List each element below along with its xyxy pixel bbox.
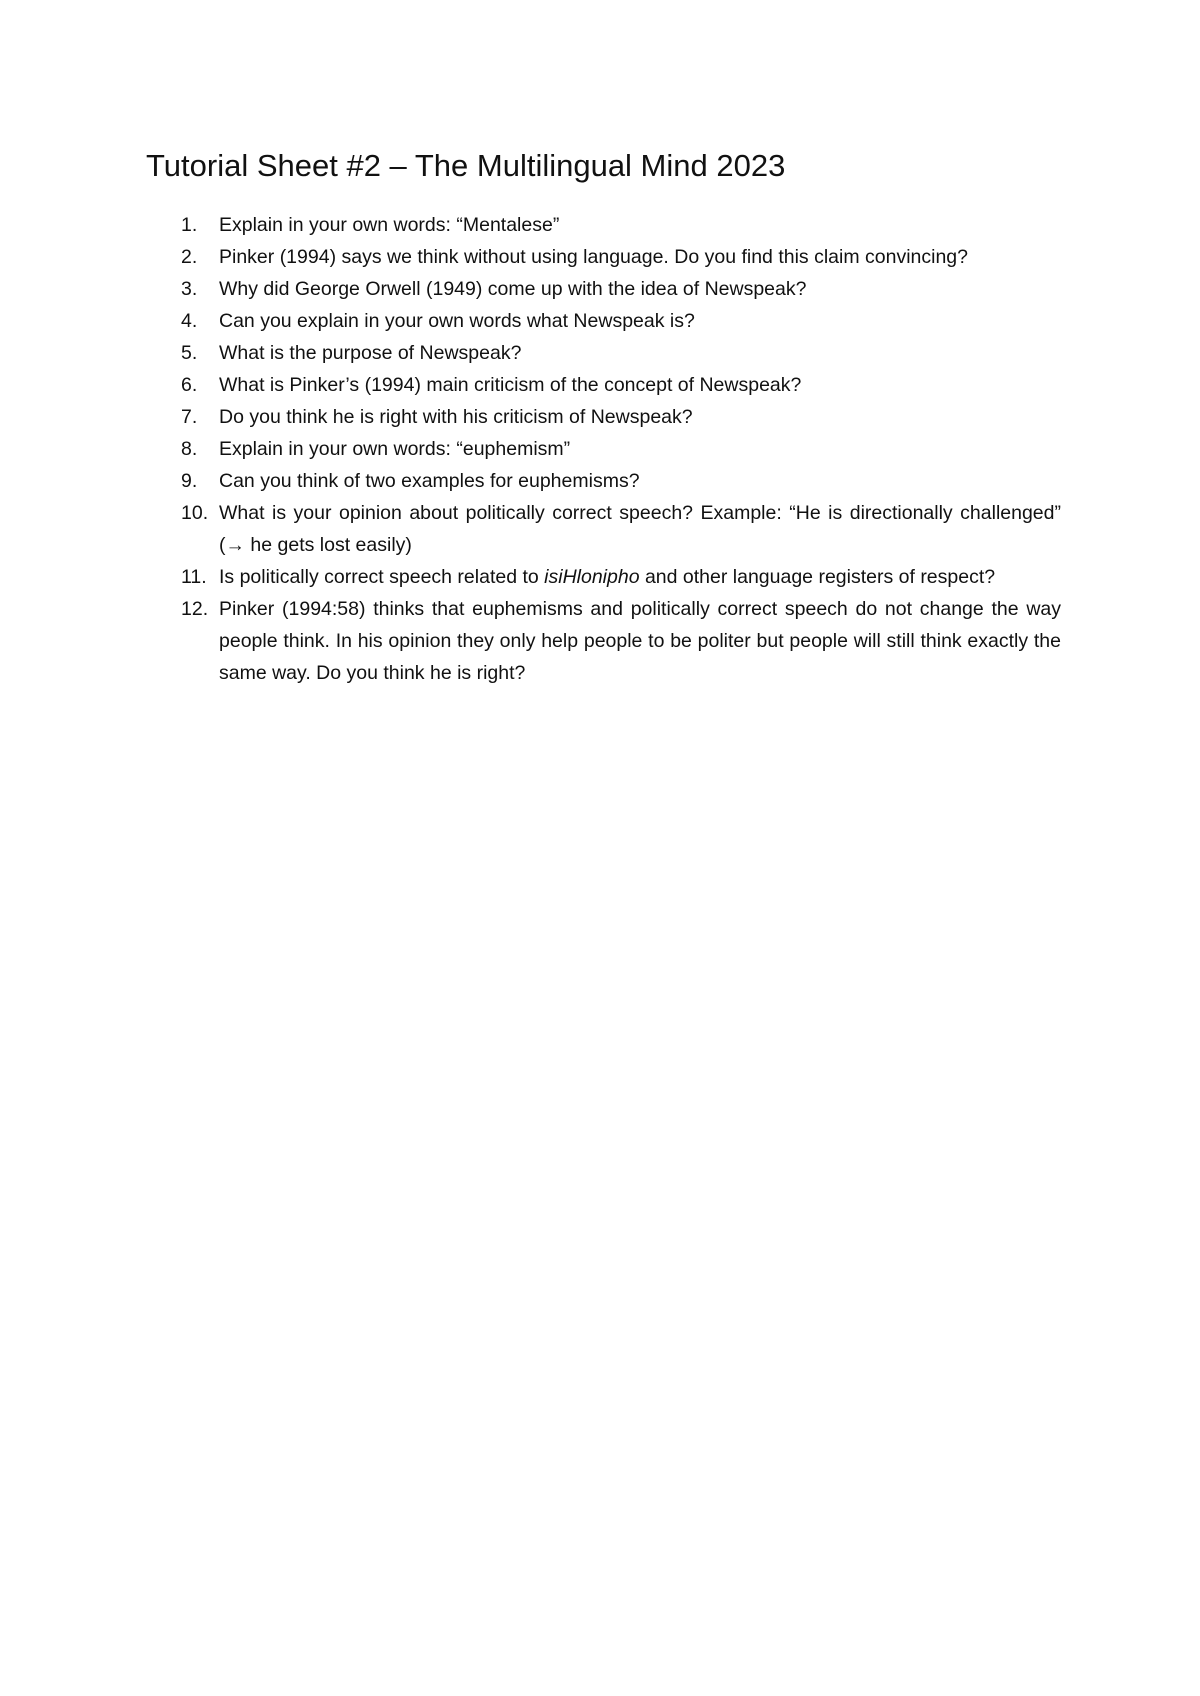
question-number: 6. [181,374,198,396]
question-text: Can you think of two examples for euphemisms? [219,470,640,492]
question-text-italic-term: isiHlonipho [544,566,640,588]
page-title: Tutorial Sheet #2 – The Multilingual Mind 2023 [146,148,786,183]
question-item [146,241,1061,273]
question-number: 7. [181,406,198,428]
question-number: 8. [181,438,198,460]
question-text: What is Pinker’s (1994) main criticism of the concept of Newspeak? [219,374,802,396]
question-item [146,593,1061,689]
question-number: 12. [181,598,209,620]
question-item [146,305,1061,337]
question-number: 9. [181,470,198,492]
question-item [146,273,1061,305]
question-text: What is the purpose of Newspeak? [219,342,522,364]
question-text-after: and other language registers of respect? [639,566,996,588]
question-item [146,465,1061,497]
question-text: Can you explain in your own words what Newspeak is? [219,310,695,332]
question-number: 11. [181,566,207,588]
question-item [146,401,1061,433]
question-number: 5. [181,342,198,364]
question-item [146,209,1061,241]
question-text: Explain in your own words: “euphemism” [219,438,571,460]
question-text: Pinker (1994) says we think without using language. Do you find this claim convincing? [219,246,968,268]
question-item [146,497,1061,561]
question-item [146,561,1061,593]
question-text: Do you think he is right with his criticism of Newspeak? [219,406,693,428]
question-text: What is your opinion about politically correct speech? Example: “He is directionally challenged” (→ he gets lost easily) [219,502,1061,556]
question-item [146,337,1061,369]
question-list [146,209,1061,689]
question-number: 4. [181,310,198,332]
question-text: Explain in your own words: “Mentalese” [219,214,560,236]
question-text: Pinker (1994:58) thinks that euphemisms and politically correct speech do not change the way people think. In his opinion they only help people to be politer but people will still think exactly the same way. Do you think he is right? [219,598,1061,684]
question-item [146,369,1061,401]
question-number: 3. [181,278,198,300]
question-text-before: Is politically correct speech related to [219,566,545,588]
question-number: 2. [181,246,198,268]
question-number: 10. [181,502,209,524]
question-text [219,566,995,588]
question-text: Why did George Orwell (1949) come up with the idea of Newspeak? [219,278,807,300]
question-number: 1. [181,214,198,236]
question-item [146,433,1061,465]
